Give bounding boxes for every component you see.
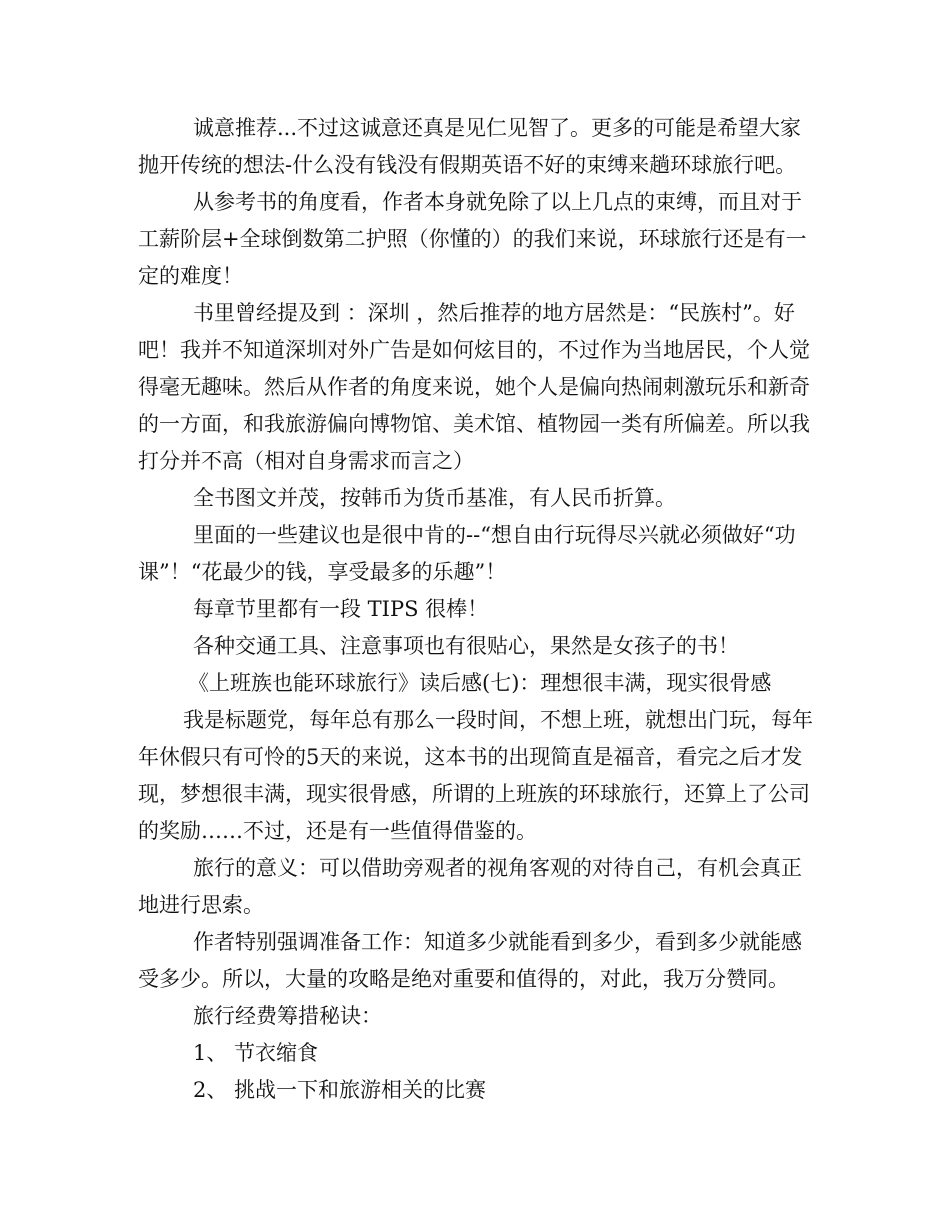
paragraph-meaning: 旅行的意义：可以借助旁观者的视角客观的对待自己，有机会真正地进行思索。 <box>138 856 802 917</box>
paragraph-transport: 各种交通工具、注意事项也有很贴心，果然是女孩子的书！ <box>193 634 739 658</box>
section-heading: 《上班族也能环球旅行》读后感(七)：理想很丰满，现实很骨感 <box>188 671 772 695</box>
paragraph-preparation: 作者特别强调准备工作：知道多少就能看到多少，看到多少就能感受多少。所以，大量的攻略是绝对重要和值得的，对此，我万分赞同。 <box>138 930 802 991</box>
document-body <box>138 110 818 1109</box>
paragraph-funding: 旅行经费筹措秘诀： <box>193 1004 382 1028</box>
list-item: 1、 节衣缩食 <box>193 1041 319 1065</box>
paragraph-illustrations: 全书图文并茂，按韩币为货币基准，有人民币折算。 <box>193 486 676 510</box>
paragraph-shenzhen: 书里曾经提及到 ：深圳 ，然后推荐的地方居然是：“民族村”。好吧！我并不知道深圳对外广告是如何炫目的，不过作为当地居民，个人觉得毫无趣味。然后从作者的角度来说，她个人是偏向热闹刺激玩乐和新奇的一方面，和我旅游偏向博物馆、美术馆、植物园一类有所偏差。所以我打分并不高（相对自身需求而言之） <box>138 301 810 473</box>
list-item: 2、 挑战一下和旅游相关的比赛 <box>193 1078 487 1102</box>
paragraph-title-party: 我是标题党，每年总有那么一段时间，不想上班，就想出门玩，每年年休假只有可怜的5天的来说，这本书的出现简直是福音，看完之后才发现，梦想很丰满，现实很骨感，所谓的上班族的环球旅行，还算上了公司的奖励……不过，还是有一些值得借鉴的。 <box>138 708 813 843</box>
paragraph-reference: 从参考书的角度看，作者本身就免除了以上几点的束缚，而且对于工薪阶层+全球倒数第二护照（你懂的）的我们来说，环球旅行还是有一定的难度！ <box>138 190 807 288</box>
paragraph-intro: 诚意推荐...不过这诚意还真是见仁见智了。更多的可能是希望大家抛开传统的想法-什么没有钱没有假期英语不好的束缚来趟环球旅行吧。 <box>138 116 802 177</box>
paragraph-advice: 里面的一些建议也是很中肯的--“想自由行玩得尽兴就必须做好“功课”！“花最少的钱，享受最多的乐趣”！ <box>138 523 796 584</box>
paragraph-tips: 每章节里都有一段 TIPS 很棒！ <box>193 597 489 621</box>
